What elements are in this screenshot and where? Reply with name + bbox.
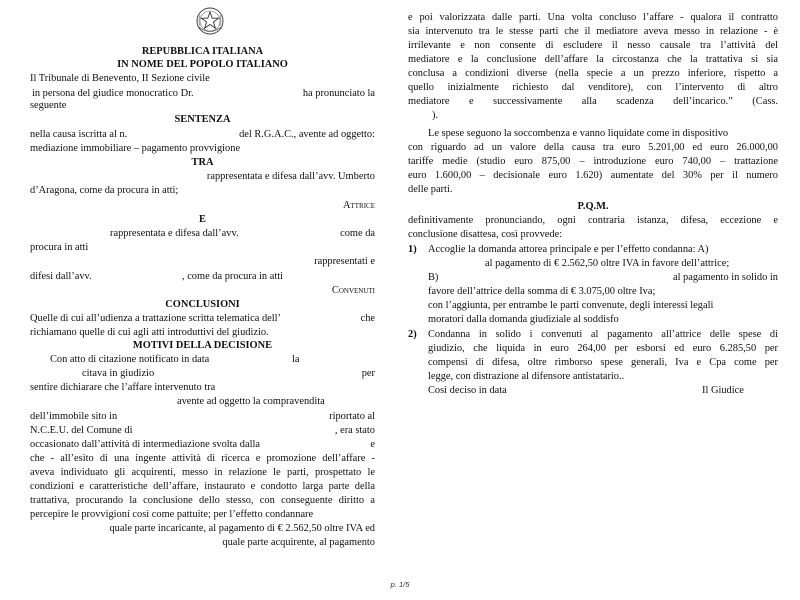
item-2-number: 2) [408, 329, 417, 340]
judge-line: in persona del giudice monocratico Dr. [32, 88, 194, 99]
motivi-line-7: occasionato dall’attività di intermediazione svolta dalla [30, 439, 260, 450]
motivi-line-3: sentire dichiarare che l’affare intervenuto tra [30, 382, 216, 393]
tra-line-2: d’Aragona, come da procura in atti; [30, 185, 179, 196]
motivi-line-7-end: e [370, 439, 375, 450]
item-2-line-1: Condanna in solido i convenuti al pagamento all’attrice delle spese di [428, 329, 778, 340]
quote-line-2: sia intervenuto tra le stesse parti che il mediatore aveva messo in relazione - è [408, 26, 778, 37]
item-1-line-3: B) [428, 272, 439, 283]
motivi-line-6-end: , era stato [334, 425, 375, 436]
spese-line-1: Le spese seguono la soccombenza e vanno liquidate come in dispositivo [428, 128, 729, 139]
page-number: p. 1/5 [390, 580, 410, 589]
quote-line-3: irrilevante e non consente di escludere il nesso causale tra l’attività del [408, 40, 778, 51]
conclusioni-line-1-end: che [360, 313, 375, 324]
quote-line-5: conclusa a condizioni diverse (nella specie a un prezzo inferiore, rispetto a [408, 68, 778, 79]
title-people: IN NOME DEL POPOLO ITALIANO [117, 59, 288, 70]
item-1-line-1: Accoglie la domanda attorea principale e per l’effetto condanna: A) [428, 244, 709, 255]
court-line: Il Tribunale di Benevento, II Sezione civile [30, 73, 210, 84]
motivi-line-5: dell’immobile sito in [30, 411, 118, 422]
item-2-line-2: giudizio, che liquida in euro 264,00 per esborsi ed euro 6.285,50 per [428, 343, 778, 354]
e-line-1: rappresentata e difesa dall’avv. [110, 228, 239, 239]
quote-line-6: quello inizialmente richiesto dal venditore), con l’intervento di altro [408, 82, 778, 93]
deciso-line: Così deciso in data [428, 385, 507, 396]
heading-pqm: P.Q.M. [577, 201, 609, 212]
motivi-line-12: percepire le provvigioni così come pattuite; per l’effetto condannare [30, 509, 314, 520]
conclusioni-line-1: Quelle di cui all’udienza a trattazione scritta telematica dell’ [30, 313, 281, 324]
quote-line-8: ). [432, 110, 439, 121]
oggetto-line: mediazione immobiliare – pagamento provvigione [30, 143, 241, 154]
heading-motivi: MOTIVI DELLA DECISIONE [132, 340, 273, 351]
spese-line-3: tariffe medie (studio euro 875,00 – introduzione euro 740,00 – trattazione [408, 156, 778, 167]
heading-sentenza: SENTENZA [174, 114, 231, 125]
motivi-line-2-end: per [361, 368, 375, 379]
motivi-line-6: N.C.E.U. del Comune di [30, 425, 133, 436]
motivi-line-1: Con atto di citazione notificato in data [50, 354, 210, 365]
judge-line-end: ha pronunciato la [302, 88, 375, 99]
motivi-line-14: quale parte acquirente, al pagamento [222, 537, 375, 548]
e-line-1-end: come da [340, 228, 375, 239]
attrice-label: Attrice [342, 200, 375, 211]
e-line-4: difesi dall’avv. [30, 271, 92, 282]
motivi-line-10: condizioni e caratteristiche dell’affare, instaurato e condotto larga parte della [30, 481, 375, 492]
item-1-line-3-end: al pagamento in solido in [672, 272, 778, 283]
motivi-line-4: avente ad oggetto la compravendita [177, 396, 325, 407]
heading-conclusioni: CONCLUSIONI [165, 299, 240, 310]
quote-line-4: mediatore e la conclusione dell’affare la circostanza che la trattativa si sia [408, 54, 778, 65]
item-2-line-3: compensi di difesa, oltre rimborso spese generali, Iva e Cpa come per [428, 357, 778, 368]
convenuti-label: Convenuti [331, 285, 375, 296]
heading-e: E [199, 214, 206, 225]
quote-line-7: mediatore e successivamente alla scadenza dell’incarico.” (Cass. [408, 96, 778, 107]
spese-line-4: euro 1.600,00 – decisionale euro 1.620) aumentate del 30% per il numero [408, 170, 778, 181]
seguente-line: seguente [30, 100, 67, 111]
item-1-line-2: al pagamento di € 2.562,50 oltre IVA in favore dell’attrice; [485, 258, 730, 269]
e-line-4-end: , come da procura in atti [182, 271, 283, 282]
tra-line-1: rappresentata e difesa dall’avv. Umberto [206, 171, 375, 182]
motivi-line-11: trattativa, procurando la conclusione dello stesso, con conseguente diritto a [30, 495, 375, 506]
causa-line: nella causa iscritta al n. [30, 129, 128, 140]
republic-emblem-icon [194, 5, 226, 37]
item-1-line-4: favore dell’attrice della somma di € 3.075,00 oltre Iva; [428, 286, 656, 297]
quote-line-1: e poi valorizzata dalle parti. Una volta concluso l’affare - qualora il contratto [408, 12, 778, 23]
motivi-line-9: aveva individuato gli acquirenti, messo in relazione le parti, prospettato le [30, 467, 375, 478]
item-1-line-6: moratori dalla domanda giudiziale al soddisfo [428, 314, 619, 325]
causa-line-end: del R.G.A.C., avente ad oggetto: [239, 129, 375, 140]
giudice-label: Il Giudice [702, 385, 744, 396]
heading-tra: TRA [191, 157, 214, 168]
e-line-3: rappresentati e [314, 256, 375, 267]
title-republic: REPUBBLICA ITALIANA [141, 46, 264, 57]
e-line-2: procura in atti [30, 242, 89, 253]
pqm-line-1: definitivamente pronunciando, ogni contraria istanza, difesa, eccezione e [408, 215, 778, 226]
motivi-line-2: citava in giudizio [82, 368, 155, 379]
spese-line-5: delle parti. [408, 184, 453, 195]
motivi-line-8: che - all’esito di una ingente attività di ricerca e promozione dell’affare - [30, 453, 375, 464]
conclusioni-line-2: richiamano quelle di cui agli atti introduttivi del giudizio. [30, 327, 269, 338]
motivi-line-5-end: riportato al [329, 411, 375, 422]
pqm-line-2: conclusione disattesa, così provvede: [408, 229, 563, 240]
motivi-line-1-end: la [292, 354, 300, 365]
item-1-number: 1) [408, 244, 417, 255]
item-1-line-5: con l’aggiunta, per entrambe le parti convenute, degli interessi legali [428, 300, 714, 311]
item-2-line-4: legge, con distrazione al difensore antistatario.. [428, 371, 625, 382]
motivi-line-13: quale parte incaricante, al pagamento di € 2.562,50 oltre IVA ed [109, 523, 375, 534]
spese-line-2: con riguardo ad un valore della causa tra euro 5.201,00 ed euro 26.000,00 [408, 142, 778, 153]
